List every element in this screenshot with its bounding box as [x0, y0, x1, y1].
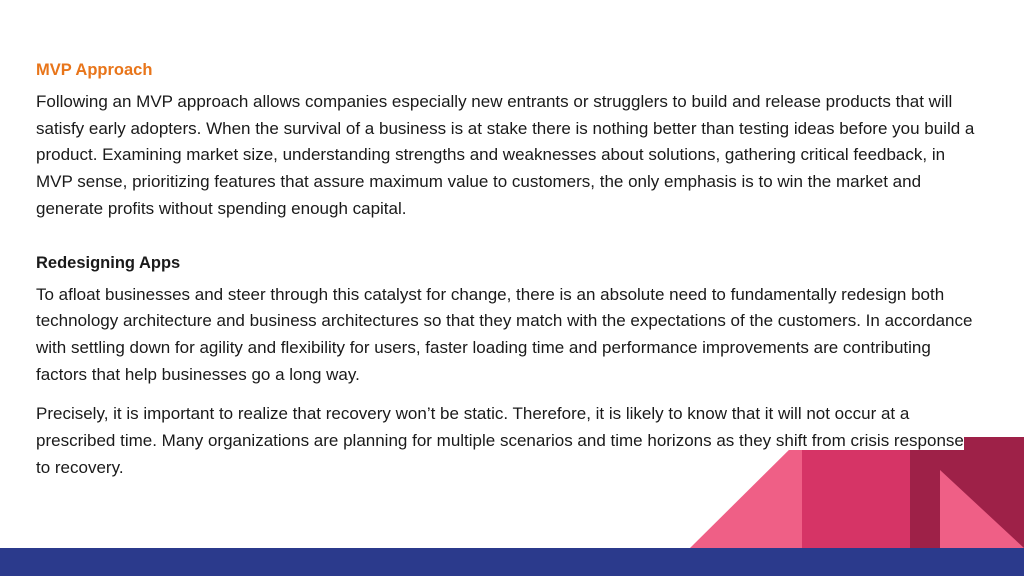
section-heading-mvp: MVP Approach: [36, 61, 153, 79]
slide-content: [36, 58, 976, 481]
paragraph-redesigning: To afloat businesses and steer through this catalyst for change, there is an absolute need to fundamentally redesign both technology architecture and business architectures so that they match with the expectations of the customers. In accordance with settling down for agility and flexibility for users, faster loading time and performance improvements are contributing factors that help businesses go a long way.: [36, 284, 973, 384]
paragraph-mvp: Following an MVP approach allows companies especially new entrants or strugglers to build and release products that will satisfy early adopters. When the survival of a business is at stake there is nothing better than testing ideas before you build a product. Examining market size, understanding strengths and weaknesses about solutions, gathering critical feedback, in MVP sense, prioritizing features that assure maximum value to customers, the only emphasis is to win the market and generate profits without spending enough capital.: [36, 92, 975, 218]
paragraph-precisely-text: Precisely, it is important to realize that recovery won’t be static. Therefore, it is likely to know that it will not occur at a prescribed time. Many organizations are planning for multiple scenarios and time horizons as they shift from crisis response to recovery.: [36, 404, 964, 477]
footer-bar: [0, 548, 1024, 576]
paragraph-precisely: [36, 401, 976, 481]
section-heading-redesigning: Redesigning Apps: [36, 253, 181, 272]
